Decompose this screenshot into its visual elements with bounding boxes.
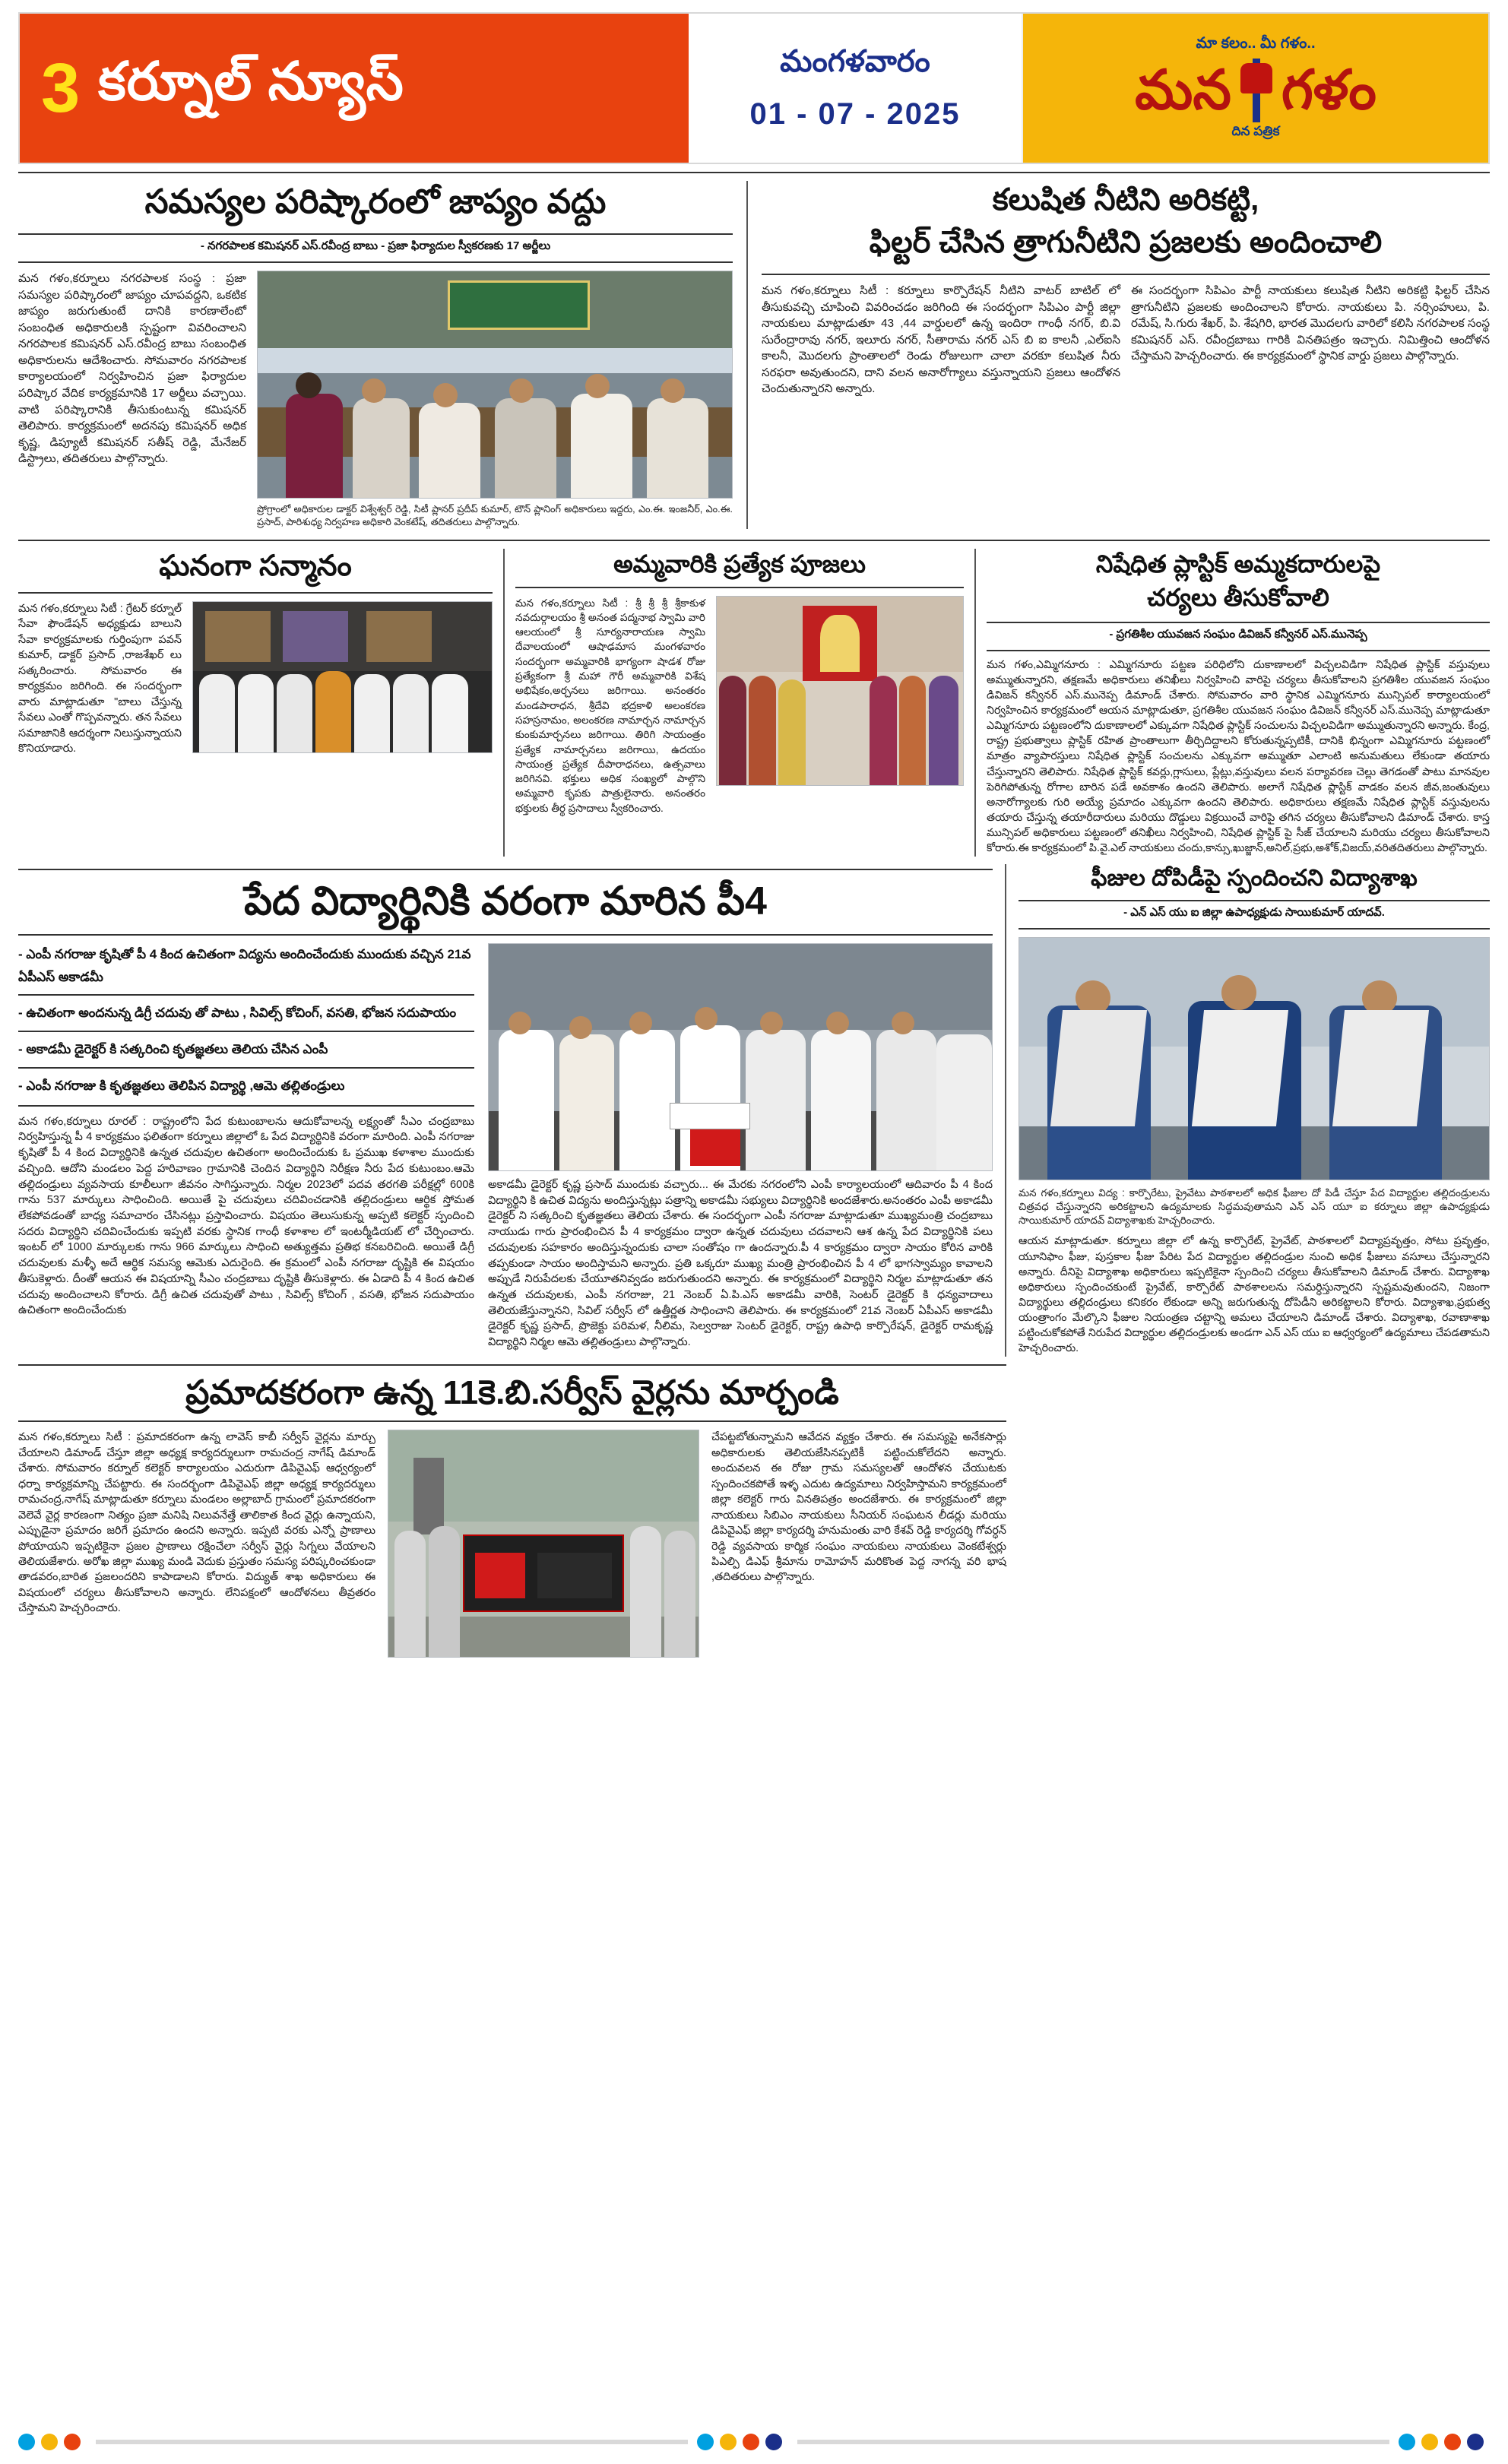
kv-headline: ప్రమాదకరంగా ఉన్న 11కె.బి.సర్వీస్ వైర్లను మార్చండి	[185, 1373, 839, 1411]
fees-headline: ఫీజుల దోపిడీపై స్పందించని విద్యాశాఖ	[1091, 865, 1418, 891]
masthead-date: 01 - 07 - 2025	[749, 97, 961, 131]
masthead	[18, 12, 1490, 164]
honour-photo	[192, 601, 493, 753]
fees-byline: - ఎన్ ఎస్ యు ఐ జిల్లా ఉపాధ్యక్షుడు సాయికుమార్ యాదవ్.	[1123, 906, 1385, 920]
lead-left-body: మన గళం,కర్నూలు నగరపాలక సంస్థ : ప్రజా సమస్యల పరిష్కారంలో జాప్యం చూపవద్దని, ఒకటిక జాప్యం జరుగుతుంటే దానికి కారణాలేంటో సంబంధిత అధికారులకి స్పష్టంగా వివరించాలని నగరపాలక కమిషనర్ ఎస్.రవీంద్ర బాబు సంబంధిత అధికారులను ఆదేశించారు. సోమవారం నగరపాలక కార్యాలయంలో నిర్వహించిన ప్రజా ఫిర్యాదుల పరిష్కార వేదిక కార్యక్రమానికి 17 అర్జీలు వచ్చాయి. వాటి పరిష్కారానికి తీసుకుంటున్న కమిషనర్ తెలిపారు. కార్యక్రమంలో అదనపు కమిషనర్ అధిక కృష్ణ, డిప్యూటీ కమిషనర్ సతీష్ రెడ్డి, మేనేజర్ డిస్ట్రాలు, తదితరులు పాల్గొన్నారు.	[18, 272, 246, 466]
honour-body: మన గళం,కర్నూలు సిటీ : గ్రేటర్ కర్నూల్ సేవా ఫౌండేషన్ అధ్యక్షుడు బాలుని సేవా కార్యక్రమాలకు గుర్తింపుగా పవన్ కుమార్, డాక్టర్ ప్రసాద్ ,రాజశేఖర్ లు సత్కరించారు. సోమవారం ఈ కార్యక్రమం జరిగింది. ఈ సందర్భంగా వారు మాట్లాడుతూ "బాలు చేస్తున్న సేవలు ఎంతో గొప్పవన్నారు. తన సేవలు సమాజానికి ఆదర్శంగా నిలుస్తున్నాయని కొనియాడారు.	[18, 603, 182, 755]
masthead-title: కర్నూల్ న్యూస్	[98, 52, 404, 111]
lead-left-photo-caption: ప్రోగ్రాంలో అధికారుల డాక్టర్ విశ్వేశ్వర్ రెడ్డి, సిటీ ప్లానర్ ప్రదీప్ కుమార్, టౌన్ ప్లానింగ్ అధికారులు ఇద్దరు, ఎం.ఈ. ఇంజనీర్, ఎం.ఈ. ప్రసాద్, పారిశుధ్య నిర్వహణ అధికారి వెంకటేష్, తదితరులు పాల్గొన్నారు.	[257, 503, 733, 528]
kv-col1: మన గళం,కర్నూలు సిటీ : ప్రమాదకరంగా ఉన్న లావెస్ కాబీ సర్వీస్ వైర్లను మార్చు చేయాలని డిమాండ్ చేస్తూ జిల్లా అధ్యక్ష కార్యదర్శులుగా రామచంద్ర నాగేష్ డిమాండ్ చేశారు. సోమవారం కర్నూల్ కలెక్టర్ కార్యాలయం ఎదురుగా డిపివైఎఫ్ ఆధ్వర్యంలో ధర్నా కార్యక్రమాన్ని చేపట్టారు. ఈ సందర్భంగా డిపివైఎఫ్ జిల్లా అధ్యక్ష కార్యదర్శులు రామచంద్ర,నాగేష్ మాట్లాడుతూ కర్నూలు మండలం అల్లాబాద్ గ్రామంలో ప్రమాదకరంగా వెలెవే వైర్ల కారణంగా నిత్యం ప్రజా మనిషి నిలువనేత్తే తాలికాత కింద వైర్లు ఉన్నాయని, ఎప్పుడైనా ప్రమాదం జరిగే ప్రమాదం ఉందని అన్నారు. ఇప్పటి వరకు ఎన్నో ప్రాణాలు పోయాయని ఇప్పటికైనా ప్రజల ప్రాణాలు రక్షించేలా సర్వీస్ వైర్లు సిగ్నలు వేయాలని తెలియజేశారు. అరోఖ జిల్లా ముఖ్య మండి వెదుకు ప్రస్తుతం సమస్య పరిష్కరించకుండా తాడవరం,బారిత ప్రజలందరిని కాపాడాలని కోరారు. విద్యుత్ శాఖ అధికారులు ఈ విషయంలో చర్యలు తీసుకోవాలని అన్నారు. లేనిపక్షంలో ఆందోళనలు తీవ్రతరం చేస్తామని హెచ్చరించారు.	[18, 1431, 375, 1615]
p4-bullet-4: - ఎంపీ నగరాజు కి కృతజ్ఞతలు తెలిపిన విద్యార్థి ,ఆమె తల్లితండ్రులు	[18, 1078, 345, 1093]
p4-photo	[488, 943, 993, 1171]
masthead-date-block	[689, 14, 1023, 163]
honour-article	[18, 549, 505, 857]
p4-headline: పేద విద్యార్థినికి వరంగా మారిన పీ4	[244, 879, 767, 923]
pooja-headline: అమ్మవారికి ప్రత్యేక పూజలు	[613, 549, 866, 578]
plastic-byline: - ప్రగతిశీల యువజన సంఘం డివిజన్ కన్వీనర్ ఎస్.మునెప్ప	[1109, 627, 1367, 641]
plastic-headline-1: నిషేధిత ప్లాస్టిక్ అమ్మకదారులపై	[1095, 549, 1381, 578]
p4-bullet-2: - ఉచితంగా అందనున్న డిగ్రీ చదువు తో పాటు , సివిల్స్ కోచింగ్, వసతి, భోజన సదుపాయం	[18, 1006, 457, 1021]
p4-bullet-1: - ఎంపీ నగరాజు కృషితో పీ 4 కింద ఉచితంగా విద్యను అందించేందుకు ముందుకు వచ్చిన 21వ ఏపీఎస్ అకాడమీ	[18, 946, 471, 984]
third-row	[18, 864, 1490, 1357]
p4-bullets	[18, 943, 474, 1097]
lead-right-col2: ఈ సందర్భంగా సిపిఎం పార్టీ నాయకులు కలుషిత నీటిని అరికట్టి ఫిల్టర్ చేసిన త్రాగునీటిని ప్రజలకు అందించాలని కోరారు. నాయకులు పి. నర్సింహులు, పి. రమేష్, సి.గురు శేఖర్, పి. శేషగిరి, భారత మెుదలగు వారిలో కలిసి నగరపాలక సంస్థ కమిషనర్ ఎస్. రవీంద్రబాబు గారికి వినతిపత్రం ఇచ్చారు. నిమిత్తించి ఆందోళన చేస్తామని హెచ్చరించారు. ఈ కార్యక్రమంలో స్థానిక వార్డు ప్రజలు పాల్గొన్నారు.	[1131, 284, 1490, 363]
p4-col2: అకాడమీ డైరెక్టర్ కృష్ణ ప్రసాద్ ముందుకు వచ్చారు... ఈ మేరకు నగరంలోని ఎంపీ కార్యాలయంలో ఆదివారం పీ 4 కింద విద్యార్థిని కి ఉచిత విద్యను అందిస్తున్నట్లు పత్రాన్ని అకాడమీ సభ్యులు విద్యార్థినికి అందజేశారు.అనంతరం ఎంపీ అకాడమీ డైరెక్టర్ ని సత్కరించి కృతజ్ఞతలు తెలియ చేశారు. ఈ సందర్భంగా ఎంపీ నగరాజు మాట్లాడుతూ ముఖ్యమంత్రి చంద్రబాబు నాయుడు గారు ప్రారంభించిన పీ 4 కార్యక్రమం ద్వారా ఉన్నత చదువులు చదవాలని ఆశ ఉన్న పేద విద్యార్థినికి పలు చదువులకు సహకారం అందిస్తున్నందుకు చాలా సంతోషం గా ఉందన్నారు.పీ 4 కార్యక్రమం ద్వారా సాయం కోరిన వారికి తప్పకుండా సాయం అందిస్తామని అన్నారు. ప్రతి ఒక్కరూ ముఖ్య మంత్రి ప్రారంభించిన పీ 4 లో భాగస్వామ్యం కావాలని అప్పుడే నిరుపేదలకు చేయూతనివ్వడం జరుగుతుందని అన్నారు. ఈ కార్యక్రమంలో విద్యార్థిని నిర్మల మాట్లాడుతూ తన ఉన్నత చదువులకు, ఎంపీ నగరాజు, 21 నెంబర్ ఏ.పి.ఎస్ అకాడమీ వారికి, సెంటర్ డైరెక్టర్ కి ధన్యవాదాలు తెలియజేస్తున్నానని, సివిల్ సర్వీస్ లో ఉత్తీర్ణత సాధించాని తెలిపారు. ఈ కార్యక్రమంలో 21వ నెంబర్ ఏపీఎస్ అకాడమీ డైరెక్టర్ కృష్ణ ప్రసాద్, ప్రొజెక్టు పరిమళ, నీలిమ, సెల్వరాజు సెంటర్ డైరెక్టర్, రాష్ట్ర ఉపాధి కార్పొరేషన్, డైరెక్టర్ రామకృష్ణ విద్యార్థిని నిర్మల ఆమె తల్లితండ్రులు పాల్గొన్నారు.	[488, 1178, 993, 1349]
lead-right-headline-2: ఫిల్టర్ చేసిన త్రాగునీటిని ప్రజలకు అందించాలి	[869, 226, 1383, 259]
pooja-article	[505, 549, 976, 857]
brand-name-right: గళం	[1281, 59, 1377, 121]
masthead-logo	[1023, 14, 1488, 163]
footer-dots-left	[18, 2434, 87, 2450]
p4-col1: మన గళం,కర్నూలు రూరల్ : రాష్ట్రంలోని పేద కుటుంబాలను ఆదుకోవాలన్న లక్ష్యంతో సీఎం చంద్రబాబు నిర్వహిస్తున్న పీ 4 కార్యక్రమం ఫలితంగా కర్నూలు జిల్లాలో ఓ పేద విద్యార్థినికి వరంగా మారింది. ఎంపీ నగరాజు కృషితో పీ 4 కింద విద్యార్థినికి ఉన్నత చదువుల ఉచితంగా అందించేందుకు ఓ ప్రముఖ కళాశాల ముందుకు వచ్చింది. ఆదోని మండలం పెద్ద హరివాణం గ్రామానికి చెందిన విద్యార్థిని నిరీక్షణ నీరు పేద కుటుంబం.ఆమె తల్లిదండ్రులు వ్యవసాయ కూలీలుగా జీవనం సాగిస్తున్నారు. నిర్మల 2023లో పదవ తరగతి పరీక్షల్లో 600కి గాను 537 మార్కులు సాధించింది. అయితే పై చదువులు చదివించడానికి తల్లిదండ్రులు ఆర్థిక స్తోమత లేకపోవడంతో బాధ్య సమాచారం చేసినట్లు ప్రస్తావించారు. విషయం తెలుసుకున్న అప్పటి కలెక్టర్ స్పందించి సదరు విద్యార్థిని చదివించేందుకు ఇప్పటి వరకు స్థానిక గాంధీ కళాశాల లో ఇంటర్మీడియట్ లో చేర్పించారు. ఇంటర్ లో 1000 మార్కులకు గాను 966 మార్కులు సాధించి అత్యుత్తమ ప్రతిభ కనబరిచింది. అయితే డిగ్రీ చదువులకు మళ్ళీ అదే ఆర్థిక సమస్య ఆమెకు ఎదురైంది. ఈ క్రమంలో ఎంపీ నగరాజు దృష్టికి ఈ విషయం తీసుకెళ్లారు. దీంతో ఆయన ఈ విషయాన్ని సీఎం చంద్రబాబు దృష్టికి తీసుకెళ్లారు. ఈ ఏడాది పీ 4 కింద ఉచిత చదువు అందించాలని కోరారు. డిగ్రీ ఉచిత చదువుతో పాటు , సివిల్స్ కోచింగ్ , వసతి, భోజన సదుపాయం ఉచితంగా అందించేందుకు	[18, 1115, 474, 1317]
newspaper-page	[0, 12, 1508, 2464]
raised-fist-icon	[1236, 59, 1277, 122]
pooja-body: మన గళం,కర్నూలు సిటీ : శ్రీ శ్రీ శ్రీ శ్రీకాకుళ నవదుర్గాలయం శ్రీ అనంత పద్మనాభ స్వామి వారి ఆలయంలో శ్రీ సూర్యనారాయణ స్వామి దేవాలయంలో ఆషాఢమాస మంగళవారం సందర్భంగా అమ్మవారికి భాగ్యంగా షాడశ రోజు ప్రత్యేకంగా శ్రీ మహా గౌరీ అమ్మవారికి విశేష అభిషేకం,అర్చనలు జరిగాయి. అనంతరం మండపారాధన, శ్రీదేవి భద్రకాళి అలంకరణ సహస్రనామం, అలంకరణ నామార్చన నామార్చన కుంకుమార్చనలు జరిగాయి. తిరిగి సాయంత్రం ప్రత్యేక నామార్చనలు జరిగాయి, ఉదయం సాయంత్ర ప్రత్యేక దీపారాధనలు, ఉత్సవాలు జరిగినవి. భక్తులు అధిక సంఖ్యలో పాల్గొని అమ్మవారి కృపకు పాత్రులైనారు. అనంతరం భక్తులకు తీర్థ ప్రసాదాలు స్వీకరించారు.	[515, 597, 705, 814]
fees-caption: మన గళం,కర్నూలు విద్య : కార్పొరేటు, ప్రైవేటు పాఠశాలలో అధిక ఫీజుల దో పిడీ చేస్తూ పేద విద్యార్థుల తల్లిదండ్రులను చిత్రవధ చేస్తున్నారని అరికట్టాలని ఉద్యమాలకు సిద్ధమవుతామని ఎన్ ఎస్ యూ ఐ కర్నూలు జిల్లా ఉపాధ్యక్షుడు సాయికుమార్ యాదవ్ విద్యాశాఖకు హెచ్చరించారు.	[1019, 1187, 1490, 1227]
masthead-left	[20, 14, 689, 163]
masthead-day: మంగళవారం	[780, 45, 930, 78]
plastic-article	[976, 549, 1490, 857]
masthead-slogan: మా కలం.. మీ గళం..	[1196, 34, 1316, 52]
lead-left-headline: సమస్యల పరిష్కారంలో జాప్యం వద్దు	[144, 183, 607, 220]
lead-right-col1: మన గళం,కర్నూలు సిటీ : కర్నూలు కార్పొరేషన్ నీటిని వాటర్ బాటిల్ లో తీసుకువచ్చి చూపించి వివరించడం జరిగింది ఈ సందర్భంగా సిపిఎం పార్టీ జిల్లా నాయకులు మాట్లాడుతూ 43 ,44 వార్డులలో ఉన్న ఇందిరా గాంధీ నగర్, బి.వి సురేంద్రారావు నగర్, ఇలూరు నగర్, సీతారామ నగర్ ఎస్ బి ఐ కాలనీ ,ఎల్ఐసి కాలనీ, మొదలగు ప్రాంతాలలో రెండు రోజులుగా చాలా వరకూ కలుషిత నీరు సరఫరా అవుతుందని, దాని వలన అనారోగ్యాలు వస్తున్నాయని ప్రజలు ఆందోళన చెందుతున్నారని అన్నారు.	[762, 284, 1120, 396]
lead-right-headline-1: కలుషిత నీటిని అరికట్టి,	[992, 183, 1259, 217]
lead-left-byline: - నగరపాలక కమిషనర్ ఎస్.రవీంద్ర బాబు - ప్రజా ఫిర్యాదుల స్వీకరణకు 17 అర్జీలు	[200, 239, 551, 252]
fees-article	[1006, 864, 1490, 1357]
kv-article	[18, 1364, 1006, 1658]
lead-left-article	[18, 181, 748, 529]
kv-photo	[388, 1430, 699, 1658]
fees-body: ఆయన మాట్లాడుతూ. కర్నూలు జిల్లా లో ఉన్న కార్పొరేట్, ప్రైవేట్, పాఠశాలలో విద్యాప్రవృత్తం, సోటు ప్రవృత్తం, యూనిఫాం ఫీజు, పుస్తకాల ఫీజు పేరిట పేద విద్యార్థుల తల్లిదండ్రుల నుంచి అధిక ఫీజులు వసూలు చేస్తున్నారని అన్నారు. దీనిపై విద్యాశాఖ అధికారులు ఇప్పటికైనా స్పందించి చర్యలు తీసుకోవాలని డిమాండ్ చేశారు. విద్యాశాఖ అధికారులు స్పందించకుంటే ప్రైవేట్, కార్పొరేట్ పాఠశాలలను సమర్ధిస్తున్నారని స్పష్టమవుతుందని, నిజంగా విద్యార్థులు తల్లిదండ్రులు కనికరం లేకుండా అన్ని జరుగుతున్న దోపిడీని అరికట్టాలని కోరారు. విద్యాశాఖ,ప్రభుత్వ యంత్రాంగం మేల్కొని ఫీజుల నియంత్రణ చట్టాన్ని అమలు చేయాలని డిమాండ్ చేశారు. విద్యాశాఖ, రవాణాశాఖ పట్టించుకోకపోతే నిరుపేద విద్యార్థుల తల్లిదండ్రులకు అండగా ఎన్ ఎస్ యు ఐ ఆధ్వర్యంలో ఉద్యమాలు చేపడతామని హెచ్చరించారు.	[1019, 1235, 1490, 1355]
brand-name-left: మన	[1135, 59, 1231, 121]
fees-photo	[1019, 937, 1490, 1180]
p4-article	[18, 864, 1006, 1357]
lead-left-photo	[257, 271, 733, 499]
kv-col2: చేపట్టబోతున్నామని ఆవేదన వ్యక్తం చేశారు. ఈ సమస్యపై అనేకసార్లు అధికారులకు తెలియజేసినప్పటికీ పట్టించుకోలేదని అన్నారు. అందువలన ఈ రోజు గ్రామ సమస్యలతో ఆందోళన చేయుటకు స్పందించకపోతే ఇళ్ళ ఎదుట ఉద్యమాలు నిర్వహిస్తామని కార్యక్రమంలో జిల్లా కలెక్టర్ గారు వినతిపత్రం అందజేశారు. ఈ కార్యక్రమంలో జిల్లా నాయకులు సిబిఎం నాయకులు సీనియర్ సంఘటన లీడర్లు మరియు డిపివైఎఫ్ జిల్లా కార్యదర్శి హనుమంతు వారి కేశవ్ రెడ్డి కార్యదర్శి గోవర్ధన్ రెడ్డి వ్యవసాయ కార్మిక సంఘం నాయకులు నాయకులు వెంకటేశ్వర్లు పిఎల్పి డిఎఫ్ శ్రీమాను రామోహన్ మరికొంత పెద్ద నాగన్న వరి భాష ,తదితరులు పాల్గొన్నారు.	[711, 1431, 1006, 1584]
page-number: 3	[41, 49, 79, 127]
top-section	[18, 181, 1490, 529]
pooja-photo	[716, 596, 964, 786]
plastic-body: మన గళం,ఎమ్మిగనూరు : ఎమ్మిగనూరు పట్టణ పరిధిలోని దుకాణాలలో విచ్చలవిడిగా నిషేధిత ప్లాస్టిక్ వస్తువులు అమ్ముతున్నారని, తక్షణమే అధికారులు తనిఖీలు నిర్వహించి వారిపై చర్యలు తీసుకోవాలని ప్రగతిశీల యువజన సంఘం డివిజన్ కన్వీనర్ ఎస్.మునెప్ప డిమాండ్ చేశారు. సోమవారం వారి స్థానిక ఎమ్మిగనూరు మున్సిపల్ కార్యాలయంలో నిర్వహించిన కార్యక్రమంలో ఆయన మాట్లాడుతూ, ప్రగతిశీల యువజన సంఘం డివిజన్ కన్వీనర్ ఎస్.మునెప్ప మాట్లాడుతూ ఎమ్మిగనూరు పట్టణంలోని దుకాణాలలో ఎక్కువగా నిషేధిత ప్లాస్టిక్ సంచులను విచ్చలవిడిగా అమ్ముతున్నారని అన్నారు. కేంద్ర, రాష్ట్ర ప్రభుత్వాలు ప్లాస్టిక్ రహిత ప్రాంతాలుగా తీర్చిదిద్దాలని కోరుతున్నప్పటికీ, దానికి భిన్నంగా ఎమ్మిగనూరు పట్టణంలో మాత్రం వ్యాపారస్తులు నిషేధిత ప్లాస్టిక్ సంచులను ఎక్కువగా అమ్ముతూ ఎలాంటి అనుమతులు లేకుండా తయారు చేస్తున్నారని తెలిపారు. నిషేధిత ప్లాస్టిక్ కవర్లు,గ్లాసులు, ప్లేట్లు,వస్తువులు వలన పర్యావరణ చెల్లు తెగడంతో పాటు మానవుల పెరిగిపోతున్న రోగాల బారిన పడే అవకాశం ఉందని తెలిపారు. అలాగే నిషేధిత ప్లాస్టిక్ వాడకం వలన జీవ,జంతువులు అనారోగ్యాలకు గురి అయ్యే ప్రమాదం ఎక్కువగా ఉందని తెలిపారు. అధికారులు తక్షణమే నిషేధిత ప్లాస్టిక్ వస్తువులను తయారు చేస్తున్న తయారీదారులు మరియు దొడ్డులు విక్రయించే వారిపై తగిన చర్యలు తీసుకోవాలని డిమాండ్ చేశారు. కాస్త మున్సిపల్ అధికారులు పట్టణంలో తనిఖీలు నిర్వహించి, నిషేధిత ప్లాస్టిక్ పై సీజ్ చేయాలని మరియు చర్యలు తీసుకోవాలని కోరారు.ఈ కార్యక్రమంలో పి.వై.ఎల్ నాయకులు చందు,కాన్సు,ఖుజ్జాన్,అనిల్,ప్రభు,అశోక్,విజయ్,వరితదితరులు పాల్గొన్నారు.	[987, 658, 1490, 855]
lead-right-article	[748, 181, 1490, 529]
plastic-headline-2: చర్యలు తీసుకోవాలి	[1147, 583, 1329, 611]
p4-bullet-3: - అకాడమీ డైరెక్టర్ కి సత్కరించి కృతజ్ఞతలు తెలియ చేసిన ఎంపీ	[18, 1042, 328, 1057]
footer-dots-right	[1399, 2434, 1490, 2450]
honour-headline: ఘనంగా సన్మానం	[159, 549, 352, 582]
footer-dots-mid	[697, 2434, 788, 2450]
brand-row	[1135, 59, 1377, 122]
brand-subtitle: దిన పత్రిక	[1231, 123, 1280, 138]
second-row	[18, 549, 1490, 857]
page-footer	[18, 2434, 1490, 2450]
